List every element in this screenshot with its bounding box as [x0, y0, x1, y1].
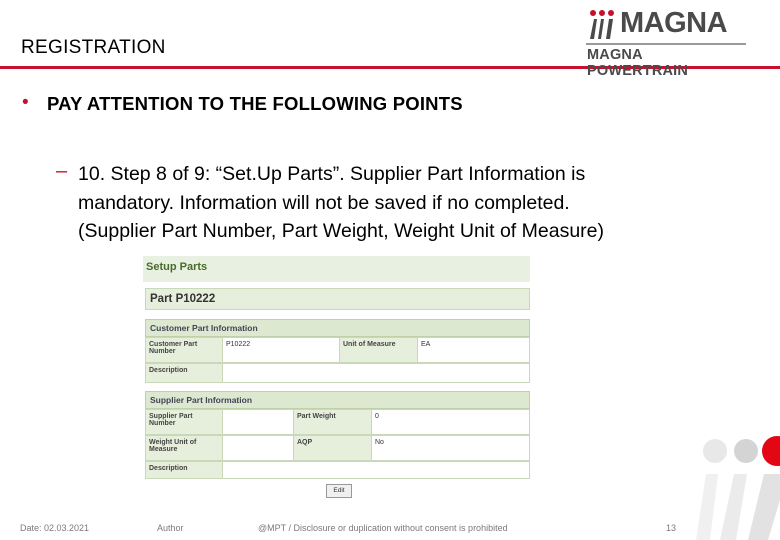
page-title: REGISTRATION — [21, 37, 166, 58]
corner-logo-graphic — [676, 430, 780, 540]
magna-logo — [586, 5, 746, 79]
setup-parts-title: Setup Parts — [143, 256, 530, 282]
weight-unit-select[interactable] — [223, 436, 294, 460]
footer-notice: @MPT / Disclosure or duplication without consent is prohibited — [258, 523, 508, 533]
weight-unit-row — [145, 435, 530, 461]
logo-divider — [586, 43, 746, 45]
footer-author: Author — [157, 523, 184, 533]
aqp-value[interactable]: No — [372, 436, 529, 460]
customer-description-field[interactable] — [223, 364, 529, 382]
part-weight-field[interactable]: 0 — [372, 410, 529, 434]
supplier-part-number-field[interactable] — [223, 410, 294, 434]
setup-parts-screenshot — [143, 256, 530, 506]
weight-unit-label: Weight Unit of Measure — [146, 436, 223, 460]
bullet-icon: • — [22, 92, 29, 113]
part-weight-label: Part Weight — [294, 410, 372, 434]
supplier-section-heading: Supplier Part Information — [145, 391, 530, 409]
supplier-description-label: Description — [146, 462, 223, 478]
unit-of-measure-label: Unit of Measure — [340, 338, 418, 362]
step-description: 10. Step 8 of 9: “Set.Up Parts”. Supplier Part Information is mandatory. Information will not be saved if no completed. (Supplier Part Number, Part Weight, Weight Unit of Measure) — [78, 163, 604, 242]
customer-part-number-value: P10222 — [223, 338, 340, 362]
unit-of-measure-value: EA — [418, 338, 529, 362]
customer-description-row — [145, 363, 530, 383]
supplier-description-row — [145, 461, 530, 479]
magna-wordmark: MAGNA — [620, 7, 728, 39]
part-heading: Part P10222 — [145, 288, 530, 310]
customer-description-label: Description — [146, 364, 223, 382]
aqp-label: AQP — [294, 436, 372, 460]
dash-icon: – — [56, 160, 68, 182]
supplier-part-row — [145, 409, 530, 435]
supplier-part-number-label: Supplier Part Number — [146, 410, 223, 434]
bullet-heading: PAY ATTENTION TO THE FOLLOWING POINTS — [47, 93, 463, 114]
customer-part-row — [145, 337, 530, 363]
page-number: 13 — [666, 523, 677, 533]
footer-date: Date: 02.03.2021 — [20, 523, 90, 533]
customer-section-heading: Customer Part Information — [145, 319, 530, 337]
edit-button[interactable]: Edit — [326, 484, 352, 498]
supplier-description-field[interactable] — [223, 462, 529, 478]
magna-powertrain-wordmark: MAGNA POWERTRAIN — [587, 47, 689, 79]
customer-part-number-label: Customer Part Number — [146, 338, 223, 362]
magna-logo-icon — [588, 9, 616, 39]
